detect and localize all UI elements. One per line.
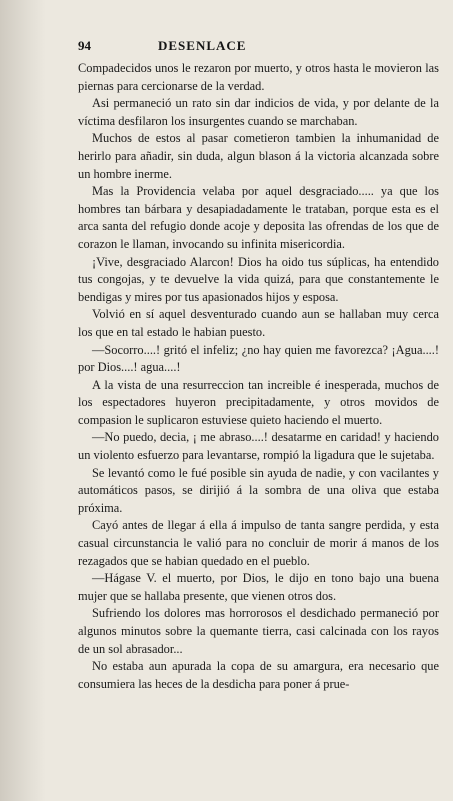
paragraph: Cayó antes de llegar á ella á impulso de tanta sangre perdida, y esta casual circunstancia le valió para no concluir de morir á manos de los rezagados que se habian quedado en el pueblo. (78, 518, 439, 568)
paragraph: Compadecidos unos le rezaron por muerto, y otros hasta le movieron las piernas para cercionarse de la verdad. (78, 61, 439, 93)
paragraph: Mas la Providencia velaba por aquel desgraciado..... ya que los hombres tan bárbara y desapiadadamente le trataban, porque esta es el arca santa del refugio donde acoje y deposita las ofrendas de los que de corazon le llaman, invocando su infinita misericordia. (78, 184, 439, 251)
paragraph: A la vista de una resurreccion tan increible é inesperada, muchos de los espectadores huyeron precipitadamente, y otros movidos de compasion le suplicaron estuviese quieto haciendo el muerto. (78, 377, 439, 427)
paragraph: Sufriendo los dolores mas horrorosos el desdichado permaneció por algunos minutos sobre la quemante tierra, casi calcinada con los rayos de un sol abrasador... (78, 606, 439, 656)
page-gutter-shadow (0, 0, 46, 801)
body-text (78, 60, 439, 693)
paragraph: Asi permaneció un rato sin dar indicios de vida, y por delante de la víctima desfilaron los insurgentes cuando se marchaban. (78, 96, 439, 128)
paragraph: —Hágase V. el muerto, por Dios, le dijo en tono bajo una buena mujer que se hallaba presente, que vienen otros dos. (78, 571, 439, 603)
paragraph: Muchos de estos al pasar cometieron tambien la inhumanidad de herirlo para añadir, sin duda, algun blason á la victoria alcanzada sobre un hombre inerme. (78, 131, 439, 181)
paragraph: Volvió en sí aquel desventurado cuando aun se hallaban muy cerca los que en tal estado le habian puesto. (78, 307, 439, 339)
paragraph: No estaba aun apurada la copa de su amargura, era necesario que consumiera las heces de la desdicha para poner á prue- (78, 659, 439, 691)
page-number: 94 (78, 38, 91, 53)
page-header (78, 38, 439, 58)
paragraph: —No puedo, decia, ¡ me abraso....! desatarme en caridad! y haciendo un violento esfuerzo para levantarse, rompió la ligadura que le sujetaba. (78, 430, 439, 463)
paragraph: —Socorro....! gritó el infeliz; ¿no hay quien me favorezca? ¡Agua....! por Dios....! agua....! (78, 342, 439, 375)
paragraph: Se levantó como le fué posible sin ayuda de nadie, y con vacilantes y automáticos pasos, se dirijió á la sombra de una oliva que estaba próxima. (78, 465, 439, 515)
paragraph: ¡Vive, desgraciado Alarcon! Dios ha oido tus súplicas, ha entendido tus congojas, y te devuelve la vida quizá, para que constantemente le bendigas y mires por tus apasionados hijos y esposa. (78, 254, 439, 304)
running-head: DESENLACE (158, 38, 247, 53)
